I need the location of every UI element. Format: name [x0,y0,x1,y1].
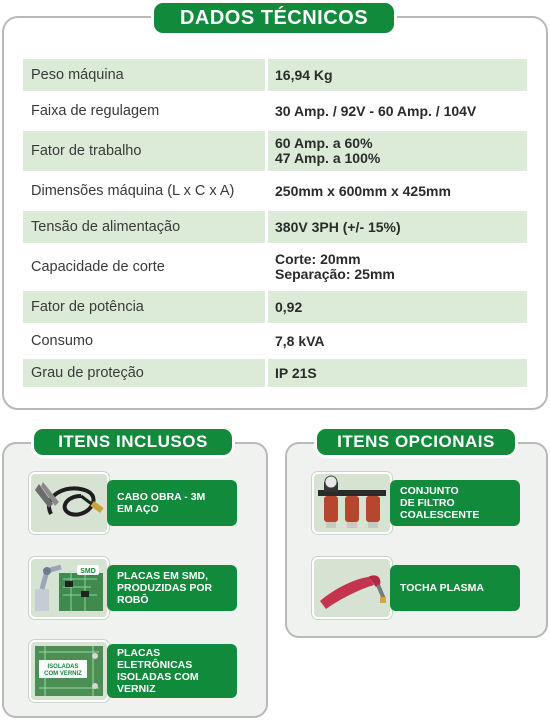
svg-text:COM VERNIZ: COM VERNIZ [44,671,82,677]
included-title: ITENS INCLUSOS [31,426,235,458]
spec-row-duty-cycle [23,131,527,171]
optional-item-label: CONJUNTO DE FILTRO COALESCENTE [390,480,520,526]
spec-label: Fator de trabalho [23,131,265,171]
spec-value: 380V 3PH (+/- 15%) [268,211,527,243]
specs-title: DADOS TÉCNICOS [151,0,397,36]
smd-badge: SMD [80,568,96,575]
optional-item-label: TOCHA PLASMA [390,565,520,611]
spec-label: Dimensões máquina (L x C x A) [31,183,235,199]
varnished-board-icon [29,640,109,702]
spec-label: Consumo [31,333,94,349]
optional-item-torch [312,557,522,619]
spec-value: 60 Amp. a 60% 47 Amp. a 100% [268,131,527,171]
spec-value: 7,8 kVA [275,332,325,349]
spec-row-dimensions [23,175,527,207]
spec-value: Corte: 20mm Separação: 25mm [275,251,395,282]
included-item-ground-cable [29,472,239,534]
spec-value: IP 21S [268,359,527,387]
spec-row-cut-capacity [23,247,527,287]
spec-row-consumption [23,327,527,355]
spec-value: 0,92 [268,291,527,323]
spec-label: Peso máquina [23,59,265,91]
spec-label: Tensão de alimentação [23,211,265,243]
spec-row-range [23,95,527,127]
plasma-torch-icon [312,557,392,619]
filter-set-icon [312,472,392,534]
spec-value: 16,94 Kg [268,59,527,91]
ground-clamp-cable-icon [29,472,109,534]
optional-title: ITENS OPCIONAIS [314,426,518,458]
spec-label: Grau de proteção [23,359,265,387]
spec-row-weight [23,59,527,91]
included-item-varnished-boards [29,640,239,702]
spec-label: Fator de potência [23,291,265,323]
optional-item-filter [312,472,522,534]
svg-text:ISOLADAS: ISOLADAS [47,664,79,670]
smd-board-robot-icon [29,557,109,619]
spec-row-protection [23,359,527,387]
spec-value: 250mm x 600mm x 425mm [275,182,451,199]
included-item-label: CABO OBRA - 3M EM AÇO [107,480,237,526]
spec-label: Faixa de regulagem [31,103,160,119]
spec-row-power-factor [23,291,527,323]
included-item-label: PLACAS ELETRÔNICAS ISOLADAS COM VERNIZ [107,644,237,698]
spec-row-voltage [23,211,527,243]
spec-label: Capacidade de corte [31,259,165,275]
included-item-label: PLACAS EM SMD, PRODUZIDAS POR ROBÔ [107,565,237,611]
specs-table [23,59,527,391]
spec-value: 30 Amp. / 92V - 60 Amp. / 104V [275,102,477,119]
included-item-smd-boards [29,557,239,619]
